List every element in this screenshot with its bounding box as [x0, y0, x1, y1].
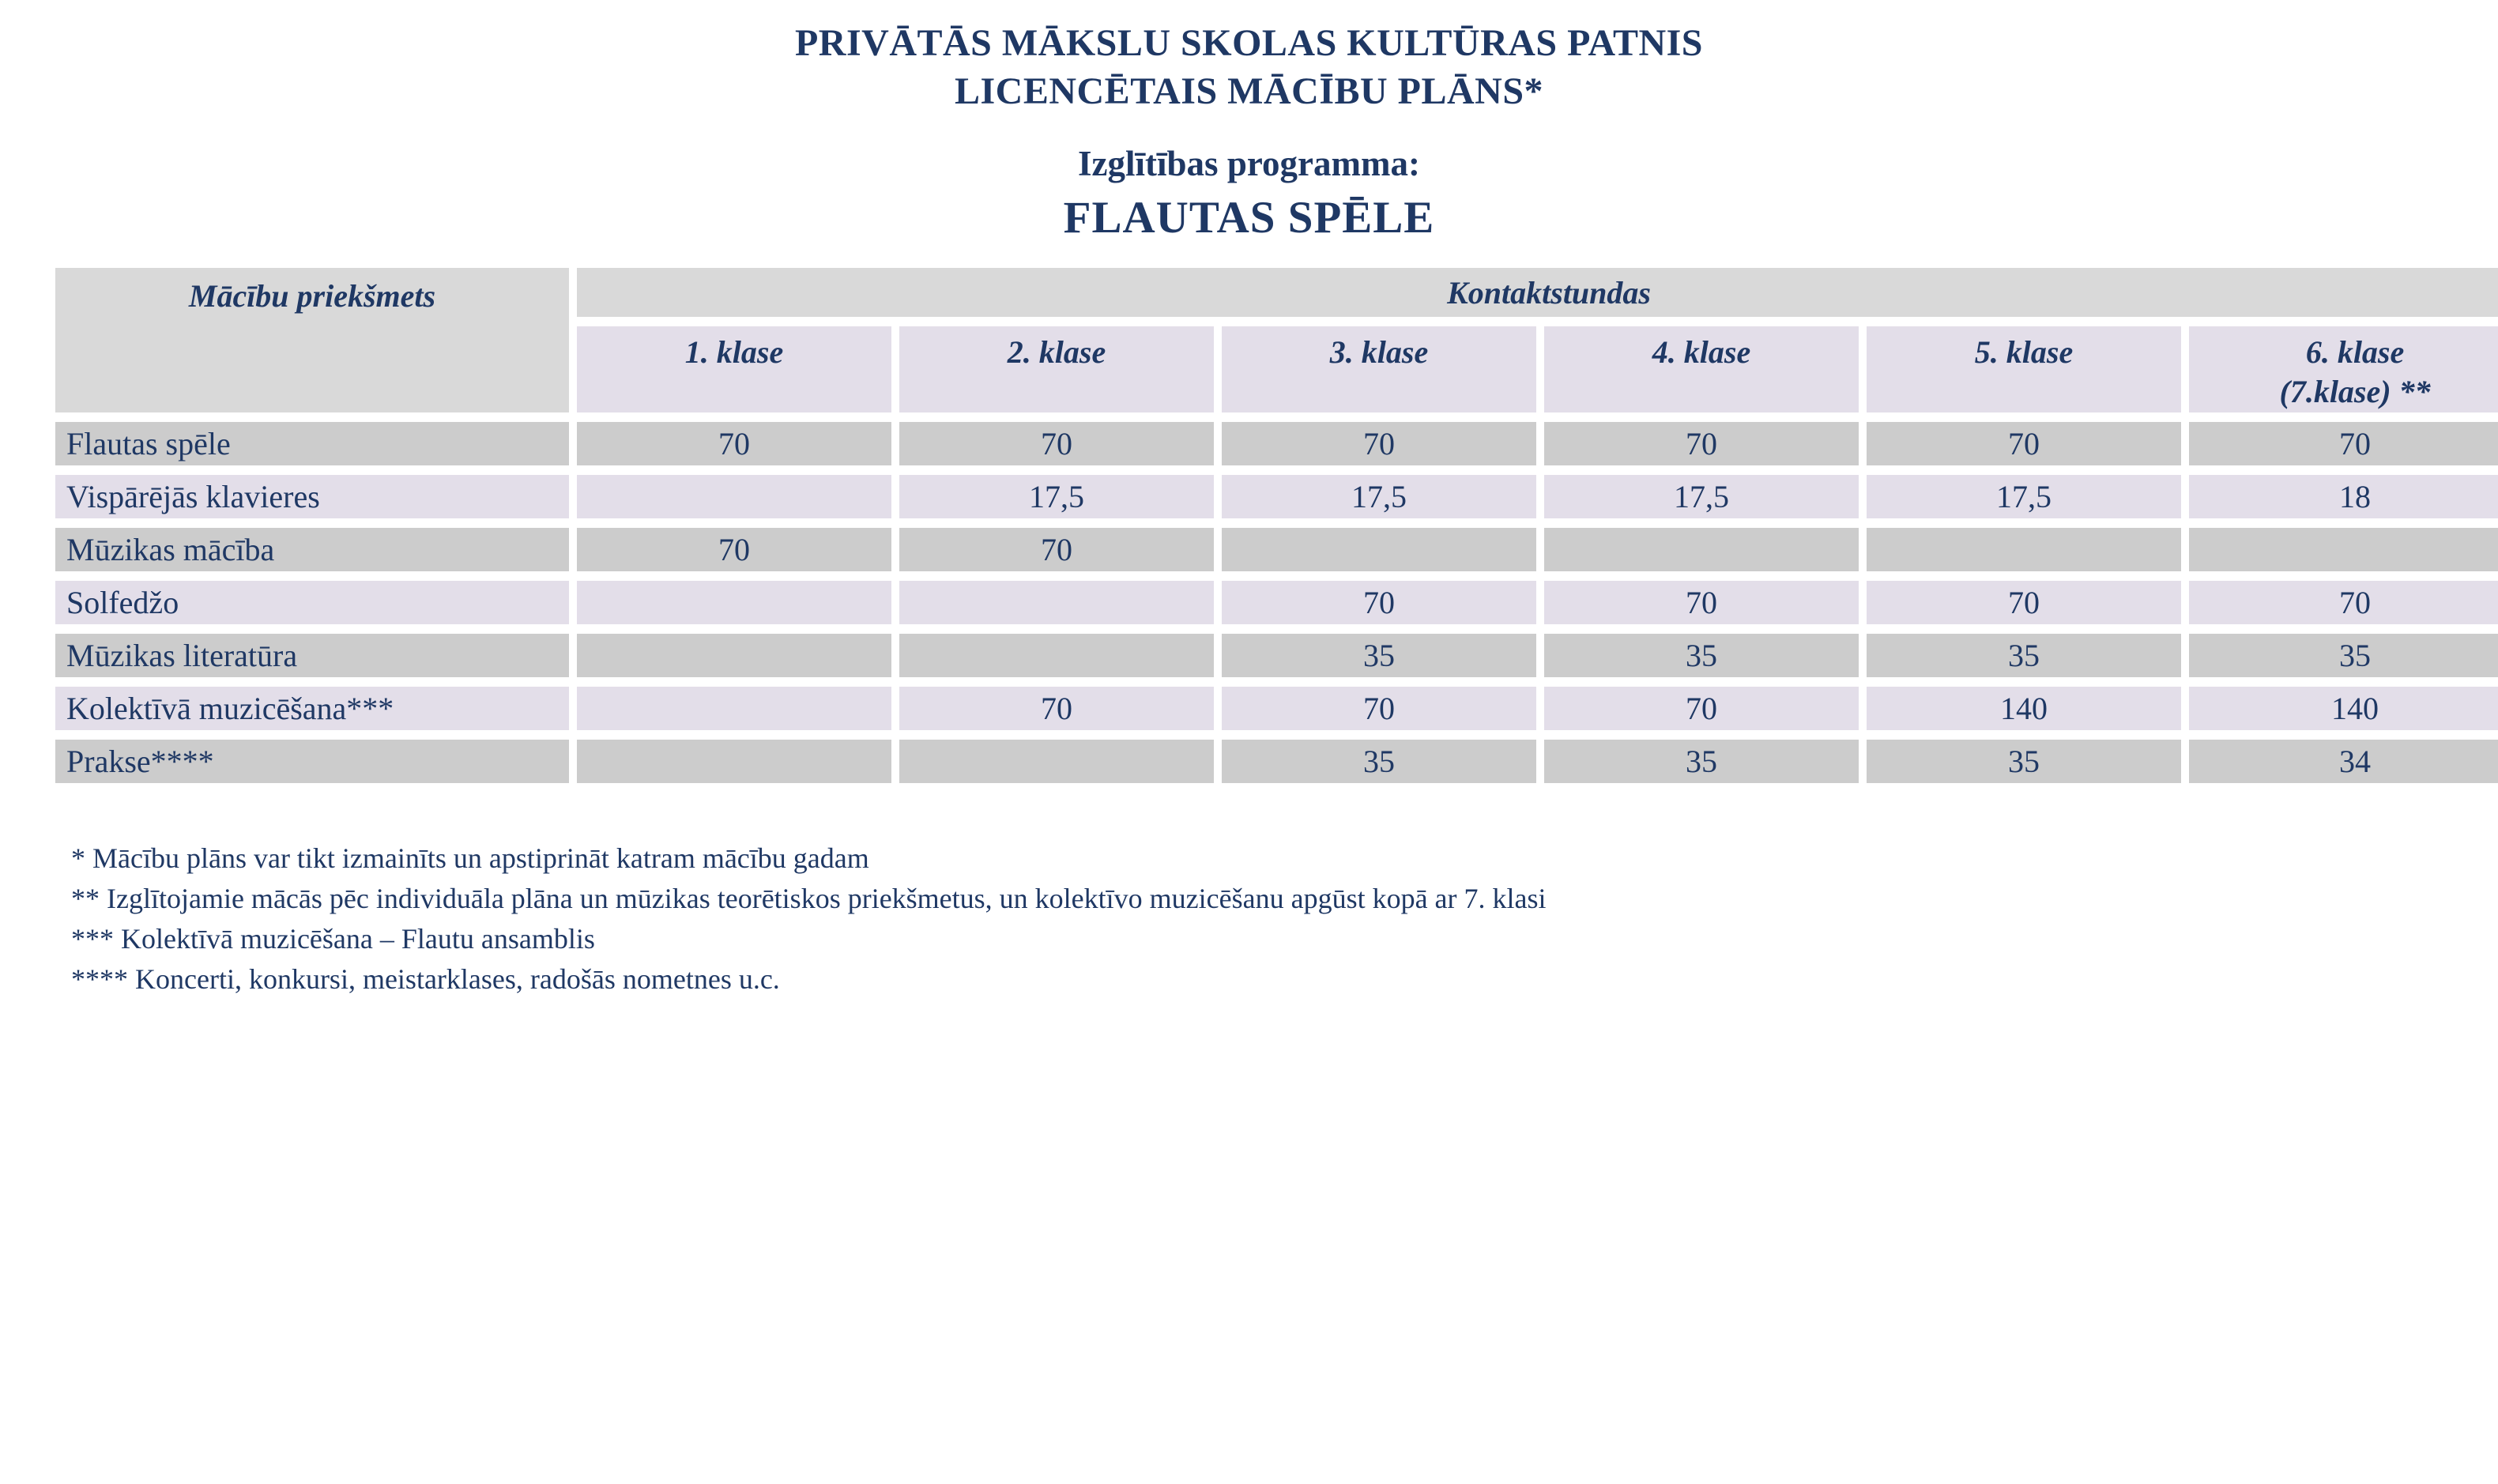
cell-value: 17,5	[1867, 475, 2181, 518]
program-label: Izglītības programma:	[1078, 143, 1420, 183]
cell-value: 34	[2189, 740, 2498, 783]
col-header-label: 5. klase	[1974, 334, 2074, 371]
cell-value: 17,5	[1222, 475, 1536, 518]
cell-value: 70	[2189, 422, 2498, 465]
col-header-label: 1. klase	[684, 334, 784, 371]
cell-value	[577, 740, 891, 783]
footnote-2: ** Izglītojamie mācās pēc individuāla plāna un mūzikas teorētiskos priekšmetus, un kolektīvo muzicēšanu apgūst kopā ar 7. klasi	[71, 883, 1547, 915]
cell-value: 18	[2189, 475, 2498, 518]
col-header-klase-5	[1867, 326, 2181, 412]
col-header-klase-3	[1222, 326, 1536, 412]
cell-value: 70	[1867, 581, 2181, 624]
footnotes-block	[71, 838, 2498, 1000]
cell-value: 35	[2189, 634, 2498, 677]
cell-value: 140	[2189, 687, 2498, 730]
cell-value	[899, 740, 1214, 783]
title-line-1: PRIVĀTĀS MĀKSLU SKOLAS KULTŪRAS PATNIS	[794, 22, 1703, 64]
curriculum-table	[47, 258, 2498, 793]
col-header-subject: Mācību priekšmets	[55, 268, 569, 412]
cell-subject: Flautas spēle	[55, 422, 569, 465]
col-header-klase-6	[2189, 326, 2498, 412]
col-header-klase-1	[577, 326, 891, 412]
col-header-label: 4. klase	[1652, 334, 1751, 371]
program-name: FLAUTAS SPĒLE	[1063, 193, 1435, 243]
table-row	[55, 634, 2498, 677]
col-header-sublabel: (7.klase) **	[2279, 374, 2431, 410]
table-row	[55, 475, 2498, 518]
table-row	[55, 687, 2498, 730]
cell-value	[1222, 528, 1536, 571]
table-header-row-top	[55, 268, 2498, 317]
cell-value: 70	[899, 422, 1214, 465]
cell-subject: Solfedžo	[55, 581, 569, 624]
cell-value: 35	[1867, 740, 2181, 783]
cell-value: 70	[1222, 687, 1536, 730]
cell-value	[2189, 528, 2498, 571]
cell-value: 35	[1222, 740, 1536, 783]
table-row	[55, 740, 2498, 783]
cell-value	[577, 634, 891, 677]
table-row	[55, 528, 2498, 571]
cell-subject: Prakse****	[55, 740, 569, 783]
footnote-1: * Mācību plāns var tikt izmainīts un apstiprināt katram mācību gadam	[71, 842, 869, 875]
cell-subject: Vispārējās klavieres	[55, 475, 569, 518]
cell-value: 17,5	[899, 475, 1214, 518]
title-line-2: LICENCĒTAIS MĀCĪBU PLĀNS*	[954, 70, 1544, 113]
document-header	[0, 0, 2498, 247]
cell-value	[1867, 528, 2181, 571]
cell-value	[577, 581, 891, 624]
cell-value	[577, 475, 891, 518]
cell-subject: Mūzikas literatūra	[55, 634, 569, 677]
cell-value: 140	[1867, 687, 2181, 730]
table-row	[55, 581, 2498, 624]
footnote-4: **** Koncerti, konkursi, meistarklases, radošās nometnes u.c.	[71, 963, 780, 996]
cell-value: 70	[1222, 581, 1536, 624]
cell-value: 70	[577, 422, 891, 465]
cell-value: 70	[1544, 581, 1859, 624]
cell-value: 35	[1544, 740, 1859, 783]
cell-subject: Mūzikas mācība	[55, 528, 569, 571]
cell-value: 70	[1544, 687, 1859, 730]
cell-value: 35	[1544, 634, 1859, 677]
table-row	[55, 422, 2498, 465]
cell-value: 35	[1222, 634, 1536, 677]
cell-subject: Kolektīvā muzicēšana***	[55, 687, 569, 730]
cell-value: 70	[1867, 422, 2181, 465]
cell-value: 70	[899, 528, 1214, 571]
cell-value	[1544, 528, 1859, 571]
cell-value: 17,5	[1544, 475, 1859, 518]
cell-value: 70	[1544, 422, 1859, 465]
cell-value: 70	[1222, 422, 1536, 465]
cell-value	[577, 687, 891, 730]
cell-value: 35	[1867, 634, 2181, 677]
cell-value: 70	[577, 528, 891, 571]
col-header-kontaktstundas: Kontaktstundas	[577, 268, 2498, 317]
col-header-label: 6. klase	[2305, 334, 2405, 371]
cell-value	[899, 634, 1214, 677]
cell-value: 70	[2189, 581, 2498, 624]
col-header-klase-4	[1544, 326, 1859, 412]
col-header-klase-2	[899, 326, 1214, 412]
col-header-label: 2. klase	[1007, 334, 1106, 371]
footnote-3: *** Kolektīvā muzicēšana – Flautu ansamblis	[71, 923, 595, 955]
cell-value: 70	[899, 687, 1214, 730]
cell-value	[899, 581, 1214, 624]
col-header-label: 3. klase	[1329, 334, 1429, 371]
